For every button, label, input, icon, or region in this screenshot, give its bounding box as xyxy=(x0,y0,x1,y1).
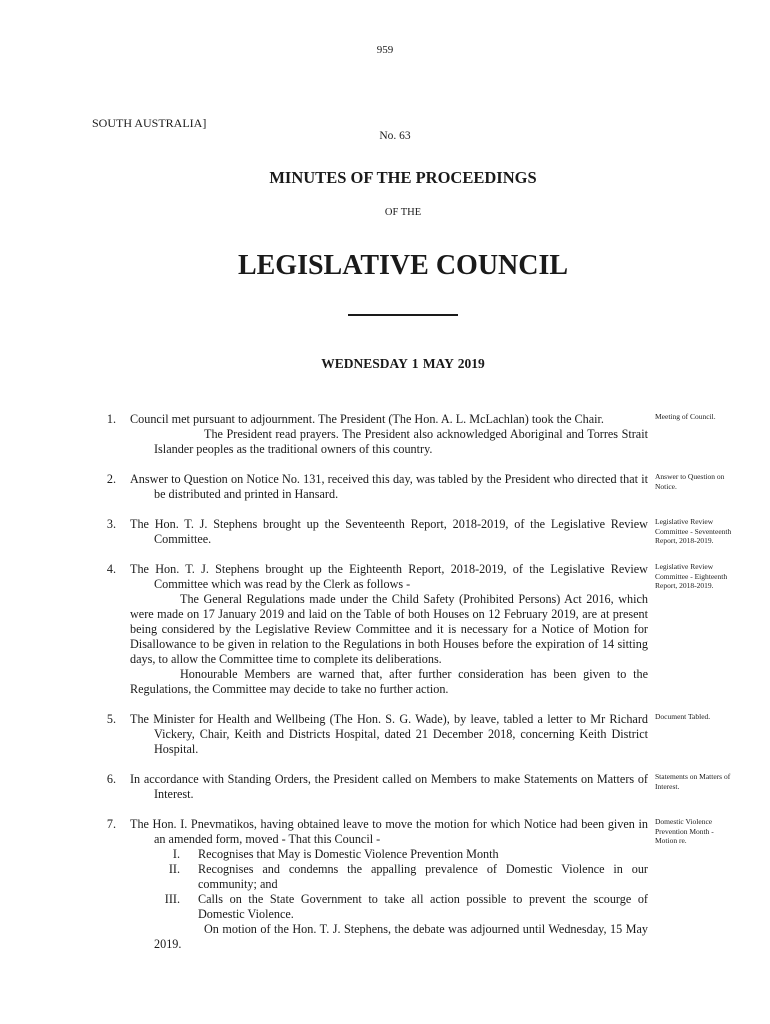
margin-note: Meeting of Council. xyxy=(655,412,716,421)
clause-text: Recognises and condemns the appalling prevalence of Domestic Violence in our community; and xyxy=(198,862,648,891)
page-number: 959 xyxy=(376,44,394,56)
item-body xyxy=(130,412,648,457)
minute-item-7 xyxy=(0,817,770,952)
item-paragraph: The President read prayers. The President also acknowledged Aboriginal and Torres Strait Islander peoples as the traditional owners of this country. xyxy=(154,427,648,456)
item-body xyxy=(130,817,648,952)
heading-minutes: MINUTES OF THE PROCEEDINGS xyxy=(269,168,537,187)
minutes-items xyxy=(0,412,770,952)
item-body xyxy=(130,472,648,502)
item-body xyxy=(130,562,648,697)
issue-number: No. 63 xyxy=(379,130,411,142)
motion-clause xyxy=(130,892,648,922)
clause-text: Calls on the State Government to take all action possible to prevent the scourge of Domestic Violence. xyxy=(198,892,648,921)
margin-note: Answer to Question on Notice. xyxy=(655,472,725,491)
item-text: The Hon. T. J. Stephens brought up the Eighteenth Report, 2018-2019, of the Legislative Review Committee which was read by the Clerk as follows - xyxy=(130,562,648,591)
margin-note: Domestic Violence Prevention Month - Motion re. xyxy=(655,817,714,845)
margin-note: Statements on Matters of Interest. xyxy=(655,772,731,791)
margin-note: Legislative Review Committee - Eighteenth Report, 2018-2019. xyxy=(655,562,728,590)
item-number: 1. xyxy=(106,412,116,426)
item-number: 4. xyxy=(106,562,116,576)
minute-item-3 xyxy=(0,517,770,547)
item-body xyxy=(130,517,648,547)
sitting-date: WEDNESDAY 1 MAY 2019 xyxy=(321,356,485,371)
item-closing: On motion of the Hon. T. J. Stephens, the debate was adjourned until Wednesday, 15 May 2019. xyxy=(154,922,648,951)
item-paragraph: Honourable Members are warned that, after further consideration has been given to the Regulations, the Committee may decide to take no further action. xyxy=(130,667,648,696)
minute-item-2 xyxy=(0,472,770,502)
clause-text: Recognises that May is Domestic Violence Prevention Month xyxy=(198,847,499,861)
item-number: 5. xyxy=(106,712,116,726)
heading-legislative-council: LEGISLATIVE COUNCIL xyxy=(237,250,569,281)
item-body xyxy=(130,772,648,802)
minute-item-1 xyxy=(0,412,770,457)
clause-number: III. xyxy=(164,892,180,906)
item-text: In accordance with Standing Orders, the President called on Members to make Statements on Matters of Interest. xyxy=(130,772,648,801)
title-rule xyxy=(348,314,458,316)
minute-item-4 xyxy=(0,562,770,697)
state-label: SOUTH AUSTRALIA] xyxy=(92,116,207,130)
item-number: 2. xyxy=(106,472,116,486)
item-number: 6. xyxy=(106,772,116,786)
clause-number: I. xyxy=(172,847,180,861)
item-text: Answer to Question on Notice No. 131, received this day, was tabled by the President who directed that it be distributed and printed in Hansard. xyxy=(130,472,648,501)
motion-clause xyxy=(130,847,648,862)
minute-item-5 xyxy=(0,712,770,757)
clause-number: II. xyxy=(168,862,180,876)
minute-item-6 xyxy=(0,772,770,802)
item-number: 7. xyxy=(106,817,116,831)
margin-note: Legislative Review Committee - Seventeenth Report, 2018-2019. xyxy=(655,517,732,545)
margin-note: Document Tabled. xyxy=(655,712,711,721)
item-text: The Minister for Health and Wellbeing (The Hon. S. G. Wade), by leave, tabled a letter to Mr Richard Vickery, Chair, Keith and Districts Hospital, dated 21 December 2018, concerning Keith District Hospital. xyxy=(130,712,648,756)
item-text: The Hon. I. Pnevmatikos, having obtained leave to move the motion for which Notice had been given in an amended form, moved - That this Council - xyxy=(130,817,648,846)
item-text: Council met pursuant to adjournment. The President (The Hon. A. L. McLachlan) took the Chair. xyxy=(130,412,604,426)
item-paragraph: The General Regulations made under the Child Safety (Prohibited Persons) Act 2016, which were made on 17 January 2019 and laid on the Table of both Houses on 12 February 2019, are at present being considered by the Legislative Review Committee and it is necessary for a Notice of Motion for Disallowance to be given in relation to the Regulations in both Houses before the expiration of 14 sitting days, to allow the Committee time to complete its deliberations. xyxy=(130,592,648,666)
item-text: The Hon. T. J. Stephens brought up the Seventeenth Report, 2018-2019, of the Legislative Review Committee. xyxy=(130,517,648,546)
motion-clause xyxy=(130,862,648,892)
heading-of-the: OF THE xyxy=(384,207,422,218)
item-number: 3. xyxy=(106,517,116,531)
item-body xyxy=(130,712,648,757)
